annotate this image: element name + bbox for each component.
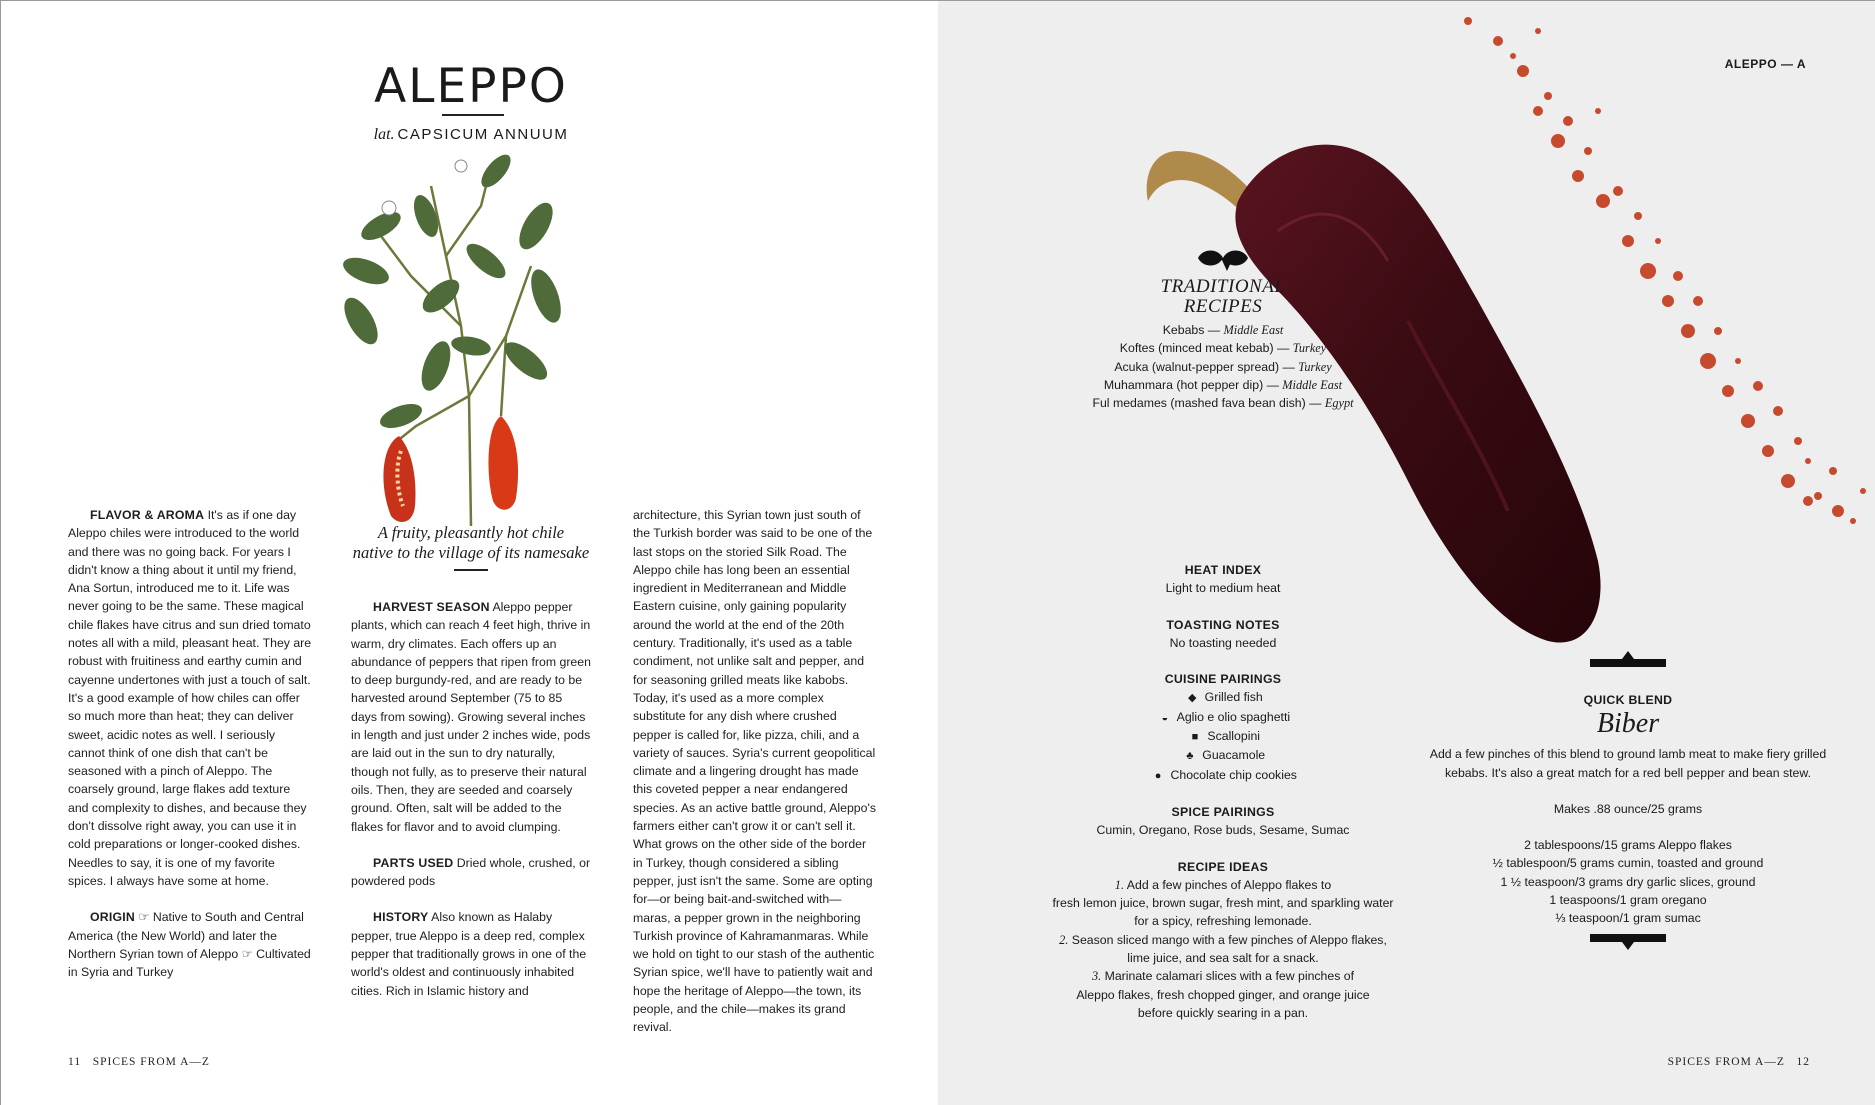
list-item: ◒ Aglio e olio spaghetti — [1013, 708, 1433, 727]
toasting-heading: TOASTING NOTES — [1166, 617, 1280, 632]
history-heading: HISTORY — [373, 910, 429, 925]
blend-ingredients — [1428, 836, 1828, 927]
list-item: Koftes (minced meat kebab) — Turkey — [1119, 341, 1327, 356]
brace-top-icon — [1588, 649, 1668, 669]
folio-title: SPICES FROM A—Z — [1667, 1056, 1785, 1068]
list-item: Acuka (walnut-pepper spread) — Turkey — [1114, 359, 1332, 374]
list-item: ◆ Grilled fish — [1013, 688, 1433, 707]
parts-heading: PARTS USED — [373, 855, 454, 870]
left-page — [1, 1, 938, 1105]
title-rule — [442, 114, 504, 116]
latin-name — [301, 126, 641, 144]
idea-3-line-2: Aleppo flakes, fresh chopped ginger, and orange juice — [1076, 987, 1370, 1002]
traditional-recipes — [1038, 243, 1408, 412]
idea-1-line-3: for a spicy, refreshing lemonade. — [1134, 914, 1312, 929]
cuisine-heading: CUISINE PAIRINGS — [1164, 672, 1282, 687]
caption-line-2: native to the village of its namesake — [352, 543, 590, 562]
hand-icon: ☞ — [241, 946, 253, 961]
parts-paragraph — [351, 854, 591, 891]
idea-1-line-2: fresh lemon juice, brown sugar, fresh mint, and sparkling water — [1052, 896, 1394, 911]
list-item: ½ tablespoon/5 grams cumin, toasted and ground — [1492, 856, 1764, 871]
left-folio — [68, 1056, 210, 1068]
caption-rule — [454, 569, 488, 571]
idea-2-line-2: lime juice, and sea salt for a snack. — [1127, 951, 1319, 966]
running-head: ALEPPO — A — [1724, 57, 1806, 71]
page-number: 12 — [1796, 1056, 1810, 1068]
list-item: Ful medames (mashed fava bean dish) — Egypt — [1092, 396, 1354, 411]
column-2 — [351, 598, 591, 1018]
spice-info — [1013, 561, 1433, 1040]
heat-index — [1013, 561, 1433, 598]
pasta-icon: ◒ — [1161, 711, 1169, 724]
latin-name-text: CAPSICUM ANNUUM — [397, 126, 569, 143]
list-item: 1 teaspoons/1 gram oregano — [1549, 893, 1707, 908]
latin-prefix: lat. — [373, 126, 395, 143]
avocado-icon: ♣ — [1186, 750, 1194, 763]
blend-yield: Makes .88 ounce/25 grams — [1553, 801, 1703, 816]
list-item: 1. Add a few pinches of Aleppo flakes to — [1114, 877, 1332, 892]
caption-line-1: A fruity, pleasantly hot chile — [377, 523, 565, 542]
cow-icon: ■ — [1191, 731, 1199, 744]
toasting-notes — [1013, 616, 1433, 653]
list-item: Kebabs — Middle East — [1162, 323, 1284, 337]
parts-text: Dried whole, crushed, or powdered pods — [351, 855, 591, 889]
spade-ornament-icon — [1193, 243, 1253, 273]
traditional-title-line-1: TRADITIONAL — [1160, 276, 1286, 297]
heat-text: Light to medium heat — [1165, 581, 1281, 596]
list-item: 1 ½ teaspoon/3 grams dry garlic slices, ground — [1500, 874, 1756, 889]
flavor-heading: FLAVOR & AROMA — [90, 508, 205, 522]
spice-text: Cumin, Oregano, Rose buds, Sesame, Sumac — [1096, 823, 1350, 838]
folio-title: SPICES FROM A—Z — [92, 1056, 210, 1068]
column-1 — [68, 506, 313, 999]
flavor-text: It's as if one day Aleppo chiles were introduced to the world and there was no going back. For years I didn't know a thing about it until my friend, Ana Sortun, introduced me to it. Life was never going to be the same. These magical chile flakes have citrus and sun dried tomato notes all with a mild, pleasant heat. They are robust with fruitiness and earthy cumin and cayenne undertones with just a touch of salt. It's a good example of how chiles can offer so much more than heat; they can deliver sweet, acidic notes as well. I seriously cannot think of one dish that can't be seasoned with a pinch of Aleppo. The coarsely ground, large flakes add texture and complexity to dishes, and because they don't dissolve right away, you can use it in cold preparations or longer-cooked dishes. Needles to say, it is one of my favorite spices. I always have some at home. — [68, 508, 312, 888]
list-item: 2 tablespoons/15 grams Aleppo flakes — [1524, 838, 1732, 853]
blend-description: Add a few pinches of this blend to ground lamb meat to make fiery grilled kebabs. It's also a great match for a red bell pepper and bean stew. — [1429, 747, 1827, 780]
origin-heading: ORIGIN — [90, 910, 135, 925]
page-title: ALEPPO — [374, 59, 568, 114]
traditional-title-line-2: RECIPES — [1183, 296, 1263, 317]
brace-bottom-icon — [1588, 932, 1668, 952]
column-3 — [633, 506, 878, 1055]
list-item: 2. Season sliced mango with a few pinches of Aleppo flakes, — [1059, 932, 1387, 947]
ideas-heading: RECIPE IDEAS — [1177, 859, 1269, 874]
list-item: Muhammara (hot pepper dip) — Middle East — [1103, 377, 1343, 392]
cookie-icon: ● — [1154, 769, 1162, 782]
list-item: ♣ Guacamole — [1013, 746, 1433, 765]
harvest-text: Aleppo pepper plants, which can reach 4 feet high, thrive in warm, dry climates. Each offers up an abundance of peppers that ripen from green to deep burgundy-red, and are ready to be harvested around September (75 to 85 days from sowing). Growing several inches in length and just under 2 inches wide, pods are laid out in the sun to dry naturally, though not fully, as to preserve their natural oils. Then, they are seeded and coarsely ground. Often, salt will be added to the flakes for flavor and to avoid clumping. — [351, 600, 591, 834]
pepper-plant-illustration — [321, 146, 601, 526]
toasting-text: No toasting needed — [1169, 635, 1277, 650]
spice-heading: SPICE PAIRINGS — [1171, 804, 1275, 819]
fish-icon: ◆ — [1188, 692, 1197, 705]
plant-caption — [341, 523, 601, 563]
idea-3-line-3: before quickly searing in a pan. — [1137, 1005, 1309, 1020]
history-text: Also known as Halaby pepper, true Aleppo is a deep red, complex pepper that traditionally grows in one of the world's oldest and continuously inhabited cities. Rich in Islamic history and — [351, 910, 587, 998]
list-item: ■ Scallopini — [1013, 727, 1433, 746]
list-item: 3. Marinate calamari slices with a few pinches of — [1091, 969, 1355, 984]
blend-heading: QUICK BLEND — [1583, 693, 1673, 707]
page-number: 11 — [68, 1056, 82, 1068]
recipe-list — [1038, 321, 1408, 412]
quick-blend — [1428, 649, 1828, 952]
harvest-heading: HARVEST SEASON — [373, 600, 490, 614]
traditional-title — [1038, 277, 1408, 317]
flavor-paragraph — [68, 506, 313, 890]
origin-text-2: Cultivated in Syria and Turkey — [68, 946, 311, 980]
list-item: ● Chocolate chip cookies — [1013, 766, 1433, 785]
right-folio — [1668, 1056, 1810, 1068]
right-page — [938, 1, 1875, 1105]
origin-text-1: Native to South and Central America (the New World) and later the Northern Syrian town of Aleppo — [68, 910, 304, 961]
list-item: ⅓ teaspoon/1 gram sumac — [1555, 911, 1701, 926]
history-paragraph — [351, 908, 591, 999]
origin-paragraph — [68, 908, 313, 981]
hand-icon: ☞ — [138, 910, 150, 925]
history-continued: architecture, this Syrian town just south of the Turkish border was said to be one of the last stops on the storied Silk Road. The Aleppo chile has long been an essential ingredient in Mediterranean and Middle Eastern cuisine, only gaining popularity around the world at the end of the 20th century. Traditionally, it's used as a table condiment, not unlike salt and pepper, and for seasoning grilled meats like kabobs. Today, it's used as a more complex substitute for any dish where crushed pepper is called for, like pizza, chili, and a variety of sauces. Syria's current geopolitical climate and a lingering drought has made this coveted pepper a near endangered species. As an active battle ground, Aleppo's farmers either can't grow it or can't sell it. What grows on the other side of the border in Turkey, though considered a sibling pepper, just isn't the same. Some are opting for—or being bait-and-switched with—maras, a pepper grown in the neighboring Turkish province of Kahramanmaras. While we hold on tight to our stash of the authentic Syrian spice, we'll have to patiently wait and hope the heritage of Aleppo—the town, its people, and the chile—makes its grand revival. — [633, 508, 876, 1035]
spice-pairings — [1013, 803, 1433, 840]
heat-heading: HEAT INDEX — [1184, 563, 1262, 577]
harvest-paragraph — [351, 598, 591, 836]
cuisine-pairings — [1013, 670, 1433, 785]
blend-name: Biber — [1596, 708, 1660, 740]
recipe-ideas — [1013, 858, 1433, 1023]
